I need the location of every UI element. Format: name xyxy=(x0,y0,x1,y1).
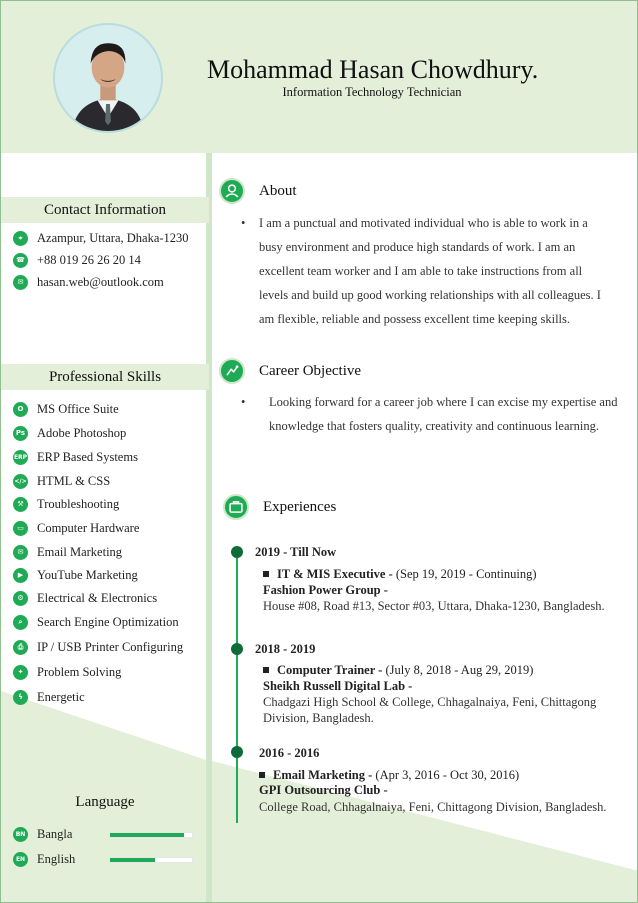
skill-item xyxy=(13,397,183,421)
contact-heading: Contact Information xyxy=(1,197,209,223)
experience-period: 2019 - Till Now xyxy=(255,545,337,559)
bn-badge-icon: BN xyxy=(13,827,28,842)
user-icon xyxy=(219,178,245,204)
career-title: Career Objective xyxy=(259,363,362,379)
about-text: I am a punctual and motivated individual who is able to work in a busy environment and produce high standards of work. I am an excellent team worker and I am able to take instructions from all levels and build up good working relationships with all colleagues. I am flexible, reliable and possess excellent time keeping skills. xyxy=(259,216,601,326)
candidate-name: Mohammad Hasan Chowdhury. xyxy=(207,55,539,84)
email-icon: ✉ xyxy=(13,275,28,290)
skill-label: Energetic xyxy=(37,689,85,704)
email-text: hasan.web@outlook.com xyxy=(37,274,164,289)
profile-photo xyxy=(53,23,163,133)
about-section xyxy=(241,211,611,331)
skill-item xyxy=(13,516,183,540)
contact-item-email xyxy=(13,271,189,293)
timeline-dot xyxy=(231,643,243,655)
candidate-role: Information Technology Technician xyxy=(282,85,462,99)
experience-address: Chadgazi High School & College, Chhagalnaiya, Feni, Chittagong Division, Bangladesh. xyxy=(263,695,597,725)
phone-icon: ☎ xyxy=(13,253,28,268)
about-title: About xyxy=(259,183,297,199)
skill-label: Problem Solving xyxy=(37,665,122,679)
skill-item xyxy=(13,564,183,587)
timeline-line xyxy=(236,549,238,823)
photoshop-icon: Ps xyxy=(13,426,28,441)
bullet-icon: • xyxy=(241,395,246,409)
experience-position: Email Marketing - (Apr 3, 2016 - Oct 30, 2016) xyxy=(259,768,519,783)
language-level-bar xyxy=(109,832,193,838)
briefcase-icon xyxy=(223,494,249,520)
lightbulb-icon: ✦ xyxy=(13,665,28,680)
monitor-icon: ▭ xyxy=(13,521,28,536)
erp-icon: ERP xyxy=(13,450,28,465)
skill-label: IP / USB Printer Configuring xyxy=(37,639,184,654)
skill-label: Computer Hardware xyxy=(37,520,140,535)
bullet-icon: • xyxy=(241,216,246,230)
seo-icon: ⌕ xyxy=(13,615,28,630)
printer-icon: ⎙ xyxy=(13,640,28,655)
skill-label: Electrical & Electronics xyxy=(37,591,158,605)
experience-org: Sheikh Russell Digital Lab - xyxy=(263,679,413,693)
experience-org: GPI Outsourcing Club - xyxy=(259,783,388,797)
contact-item-address xyxy=(13,227,189,249)
language-level-bar xyxy=(109,857,193,863)
timeline-dot xyxy=(231,546,243,558)
skills-heading: Professional Skills xyxy=(1,364,209,390)
energy-icon: ϟ xyxy=(13,690,28,705)
youtube-icon: ▶ xyxy=(13,568,28,583)
language-level-fill xyxy=(110,858,155,862)
skills-list xyxy=(13,397,183,709)
skill-item xyxy=(13,610,183,634)
square-bullet-icon xyxy=(263,571,269,577)
skill-label: ERP Based Systems xyxy=(37,449,138,464)
skill-item xyxy=(13,685,183,709)
experience-address: House #08, Road #13, Sector #03, Uttara, Dhaka-1230, Bangladesh. xyxy=(263,599,605,613)
target-icon xyxy=(219,358,245,384)
language-label: Bangla xyxy=(37,827,73,841)
address-text: Azampur, Uttara, Dhaka-1230 xyxy=(37,230,189,245)
career-text: Looking forward for a career job where I can excise my expertise and knowledge that fosters quality, creativity and continuous learning. xyxy=(269,395,618,433)
en-badge-icon: EN xyxy=(13,852,28,867)
language-level-fill xyxy=(110,833,184,837)
experience-address: College Road, Chhagalnaiya, Feni, Chittagong Division, Bangladesh. xyxy=(259,800,607,814)
square-bullet-icon xyxy=(263,667,269,673)
contact-list xyxy=(13,227,189,293)
wrench-icon: ⚙ xyxy=(13,591,28,606)
tools-icon: ⚒ xyxy=(13,497,28,512)
skill-item xyxy=(13,660,183,685)
experience-position: IT & MIS Executive - (Sep 19, 2019 - Continuing) xyxy=(263,567,537,582)
language-item xyxy=(13,847,193,872)
language-label: English xyxy=(37,852,76,866)
skill-item xyxy=(13,540,183,564)
experience-position: Computer Trainer - (July 8, 2018 - Aug 29, 2019) xyxy=(263,663,533,678)
skill-item xyxy=(13,469,183,493)
location-icon: ⌖ xyxy=(13,231,28,246)
experience-period: 2018 - 2019 xyxy=(255,642,316,656)
contact-item-phone xyxy=(13,249,189,271)
skill-item xyxy=(13,445,183,469)
skill-item xyxy=(13,421,183,445)
office-icon: O xyxy=(13,402,28,417)
language-list xyxy=(13,822,193,872)
language-item xyxy=(13,822,193,847)
skill-label: YouTube Marketing xyxy=(37,568,138,582)
phone-text: +88 019 26 26 20 14 xyxy=(37,252,141,267)
code-icon: </> xyxy=(13,474,28,489)
skill-label: Adobe Photoshop xyxy=(37,425,127,440)
experience-title: Experiences xyxy=(263,499,337,515)
skill-item xyxy=(13,587,183,610)
skill-item xyxy=(13,634,183,660)
experience-period: 2016 - 2016 xyxy=(259,746,320,760)
skill-label: Search Engine Optimization xyxy=(37,614,179,629)
timeline-dot xyxy=(231,746,243,758)
skill-label: Troubleshooting xyxy=(37,497,120,511)
language-heading: Language xyxy=(75,794,135,810)
skill-item xyxy=(13,493,183,516)
experience-org: Fashion Power Group - xyxy=(263,583,388,597)
skill-label: HTML & CSS xyxy=(37,473,111,488)
skill-label: MS Office Suite xyxy=(37,401,119,416)
email-icon: ✉ xyxy=(13,545,28,560)
square-bullet-icon xyxy=(259,772,265,778)
career-section xyxy=(241,391,621,438)
skill-label: Email Marketing xyxy=(37,544,123,559)
